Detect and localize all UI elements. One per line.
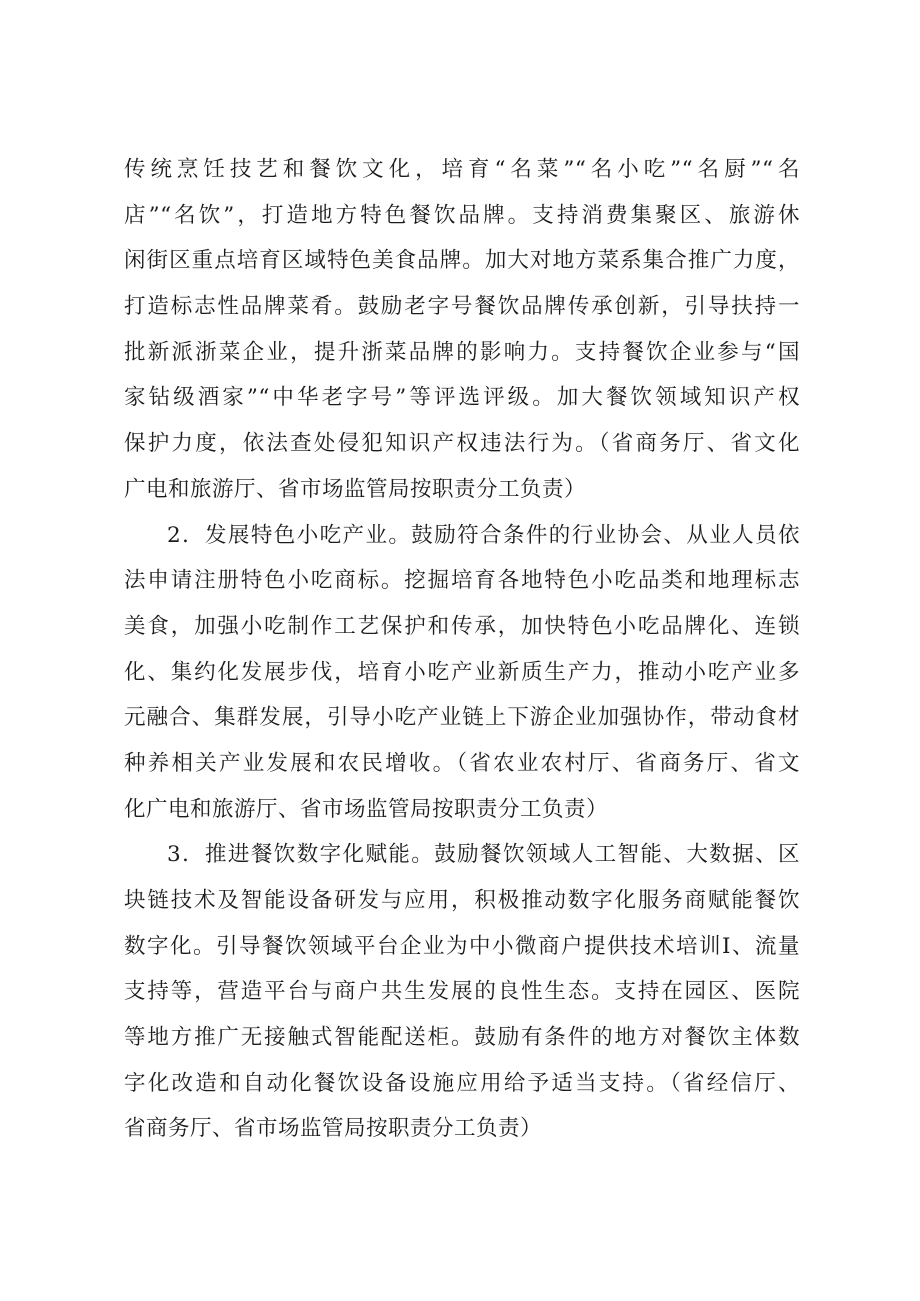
- text-line: 等地方推广无接触式智能配送柜。鼓励有条件的地方对餐饮主体数: [124, 1025, 800, 1051]
- text-line: 打造标志性品牌菜肴。鼓励老字号餐饮品牌传承创新，引导扶持一: [124, 294, 800, 320]
- text-line: 批新派浙菜企业，提升浙菜品牌的影响力。支持餐饮企业参与“国: [124, 339, 800, 365]
- text-line: 法申请注册特色小吃商标。挖掘培育各地特色小吃品类和地理标志: [124, 568, 800, 594]
- paragraph-3-heading-line: 3．推进餐饮数字化赋能。鼓励餐饮领域人工智能、大数据、区: [167, 842, 800, 868]
- text-line: 字化改造和自动化餐饮设备设施应用给予适当支持。（省经信厅、: [124, 1070, 800, 1096]
- text-line: 块链技术及智能设备研发与应用，积极推动数字化服务商赋能餐饮: [124, 888, 800, 913]
- text-line: 广电和旅游厅、省市场监管局按职责分工负责）: [124, 476, 587, 502]
- text-line: 闲街区重点培育区域特色美食品牌。加大对地方菜系集合推广力度，: [124, 248, 800, 274]
- text-line: 传统烹饪技艺和餐饮文化，培育“名菜”“名小吃”“名厨”“名: [124, 157, 800, 182]
- paragraph-2-heading-line: 2．发展特色小吃产业。鼓励符合条件的行业协会、从业人员依: [167, 522, 800, 548]
- text-line: 元融合、集群发展，引导小吃产业链上下游企业加强协作，带动食材: [124, 705, 800, 731]
- text-line: 数字化。引导餐饮领域平台企业为中小微商户提供技术培训I、流量: [124, 933, 800, 959]
- text-line: 家钻级酒家”“中华老字号”等评选评级。加大餐饮领域知识产权: [124, 385, 800, 411]
- text-line: 种养相关产业发展和农民增收。（省农业农村厅、省商务厅、省文: [124, 750, 800, 776]
- text-line: 店”“名饮”，打造地方特色餐饮品牌。支持消费集聚区、旅游休: [124, 202, 800, 228]
- document-body: [124, 147, 800, 1152]
- text-line: 支持等，营造平台与商户共生发展的良性生态。支持在园区、医院: [124, 979, 800, 1005]
- text-line: 美食，加强小吃制作工艺保护和传承，加快特色小吃品牌化、连锁: [124, 613, 800, 639]
- text-line: 化广电和旅游厅、省市场监管局按职责分工负责）: [124, 796, 609, 822]
- text-line: 化、集约化发展步伐，培育小吃产业新质生产力，推动小吃产业多: [124, 659, 800, 685]
- text-line: 保护力度，依法查处侵犯知识产权违法行为。（省商务厅、省文化: [124, 431, 800, 457]
- text-line: 省商务厅、省市场监管局按职责分工负责）: [124, 1116, 543, 1142]
